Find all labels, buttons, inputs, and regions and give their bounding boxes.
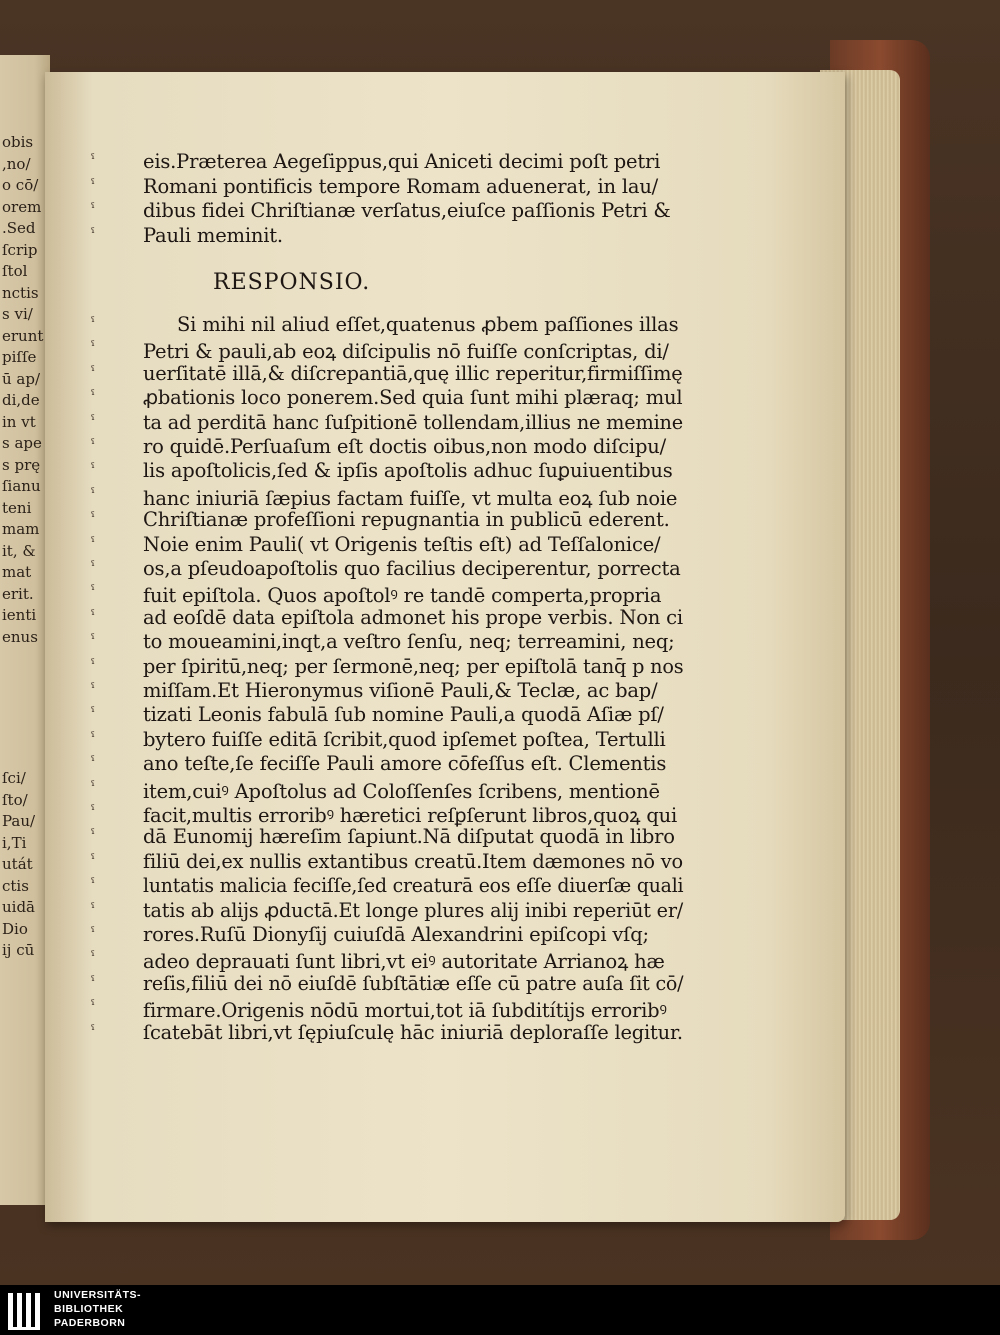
text-line: filiū dei,ex nullis extantibus creatū.Item dæmones nō vo [143,849,683,873]
signature-mark: ˁ [91,412,95,429]
signature-mark: ˁ [91,201,95,217]
left-page-fragment: ſci/ [2,769,26,787]
text-line: ta ad perditā hanc ſuſpitionē tollendam,illius ne memine [143,410,683,434]
signature-mark: ˁ [91,827,95,844]
left-page-fragment: ,no/ [2,154,31,173]
text-line: facit,multis erroribꝰ hæretici reſꝑſerunt libros,quoꝝ qui [143,804,678,827]
text-line: tizati Leonis fabulā ſub nomine Pauli,a quodā Aſiæ pſ/ [143,703,664,727]
left-page-fragment: s vi/ [2,305,33,323]
text-line: hanc iniuriā ſæpius factam fuiſſe, vt multa eoꝝ ſub noie [143,486,678,510]
signature-mark: ˁ [91,510,95,527]
text-line: bytero fuiſſe editā ſcribit,quod ipſemet poſtea, Tertulli [143,727,666,751]
text-line: ad eoſdē data epiſtola admonet his prope verbis. Non ci [143,605,683,629]
left-page-fragment: ſtol [2,262,28,280]
text-line: Pauli meminit. [143,223,283,247]
text-line: to moueamini,inqt,a veſtro ſenſu, neq; terreamini, neq; [143,630,675,654]
footer-line-3: PADERBORN [54,1317,126,1329]
left-page-fragment: s prę [2,455,41,474]
signature-mark: ˁ [91,754,95,771]
text-line: ſcatebāt libri,vt ſępiuſculę hāc iniuriā deploraſſe legitur. [143,1020,683,1044]
footer-line-2: BIBLIOTHEK [54,1303,124,1315]
left-page-fragment: mat [2,563,32,581]
right-page [45,72,845,1222]
signature-mark: ˁ [91,851,95,868]
signature-mark: ˁ [91,176,95,193]
left-page-fragment: mam [2,520,40,538]
text-line: miſſam.Et Hieronymus viſionē Pauli,& Teclæ, ac bap/ [143,679,658,702]
left-page-fragment: ij cū [2,941,35,959]
signature-mark: ˁ [91,876,95,893]
left-page-fragment: ienti [2,606,37,624]
left-page-fragment: Dio [2,919,28,938]
signature-mark: ˁ [91,607,95,624]
left-page-fragment: teni [2,498,32,517]
text-line: item,cuiꝰ Apoſtolus ad Coloſſenſes ſcribens, mentionē [143,779,660,803]
left-page-fragment: .Sed [2,219,36,237]
left-page-fragment: nctis [2,283,39,302]
signature-mark: ˁ [91,363,95,380]
text-line: ro quidē.Perſuaſum eſt doctis oibus,non modo diſcipu/ [143,435,666,458]
signature-mark: ˁ [91,998,95,1015]
text-line: Romani pontificis tempore Romam aduenerat, in lau/ [143,174,659,198]
left-page-fragment: ſto/ [2,790,28,809]
left-page-fragment: in vt [2,412,36,431]
left-page-fragment: erit. [2,584,34,603]
left-page-fragment: it, & [2,541,36,560]
left-page-fragment: ſcrip [2,240,38,259]
left-page-fragment: obis [2,133,34,151]
text-line: dibus fidei Chriſtianæ verſatus,eiuſce paſſionis Petri & [143,199,671,222]
left-page-fragment: s ape [2,434,42,452]
signature-mark: ˁ [91,559,95,575]
text-line: ꝓbationis loco ponerem.Sed quia ſunt mihi plæraq; mul [143,386,683,410]
left-page-fragment: di,de [2,391,40,409]
left-page-fragment: ctis [2,876,29,895]
library-footer [0,1285,1000,1335]
text-line: adeo deprauati ſunt libri,vt eiꝰ autoritate Arrianoꝝ hæ [143,950,665,974]
text-line: reſis,filiū dei nō eiuſdē ſubſtātiæ eſſe cū patre auſa ſit cō/ [143,971,684,995]
signature-mark: ˁ [91,485,95,502]
left-page-fragment: enus [2,627,38,646]
text-line: Chriſtianæ profeſſioni repugnantia in publicū ederent. [143,508,670,532]
library-logo-icon [6,1289,48,1331]
signature-mark: ˁ [91,705,95,722]
signature-mark: ˁ [91,729,95,746]
text-line: lis apoſtolicis,ſed & ipſis apoſtolis adhuc ſuꝑuiuentibus [143,459,673,483]
text-line: firmare.Origenis nōdū mortui,tot iā ſubditítijs erroribꝰ [143,999,667,1023]
signature-mark: ˁ [91,973,95,990]
signature-mark: ˁ [91,152,95,168]
signature-mark: ˁ [91,803,95,819]
left-page-fragment: o cō/ [2,176,39,194]
left-page-fragment: piſſe [2,348,37,366]
signature-mark: ˁ [91,225,95,242]
signature-mark: ˁ [91,681,95,697]
signature-mark: ˁ [91,534,95,551]
left-page-fragment: uidā [2,898,36,916]
signature-mark: ˁ [91,925,95,941]
signature-mark: ˁ [91,949,95,966]
signature-mark: ˁ [91,632,95,649]
text-line: per ſpiritū,neq; per ſermonē,neq; per epiſtolā tanq̄ p nos [143,654,684,678]
signature-mark: ˁ [91,461,95,478]
signature-mark: ˁ [91,1022,95,1039]
text-line: eis.Præterea Aegeſippus,qui Aniceti decimi poſt petri [143,150,661,173]
section-heading: RESPONSIO. [213,270,371,295]
footer-line-1: UNIVERSITÄTS- [54,1289,142,1301]
text-line: Si mihi nil aliud eſſet,quatenus ꝓbem paſſiones illas [177,313,679,336]
text-line: ano teſte,ſe feciſſe Pauli amore cōfeſſus eſt. Clementis [143,752,667,776]
text-line: Noie enim Pauli( vt Origenis teſtis eſt) ad Teſſalonice/ [143,532,661,556]
signature-mark: ˁ [91,437,95,453]
text-line: Petri & pauli,ab eoꝝ diſcipulis nō fuiſſe conſcriptas, di/ [143,340,669,364]
signature-mark: ˁ [91,388,95,405]
left-page [0,55,50,1205]
left-page-fragment: orem [2,197,42,216]
left-page-fragment: Pau/ [2,812,36,830]
text-line: dā Eunomij hæreſim ſapiunt.Nā diſputat quodā in libro [143,825,675,849]
signature-mark: ˁ [91,583,95,600]
text-line: rores.Ruſū Dionyſij cuiuſdā Alexandrini epiſcopi vſq; [143,923,649,946]
left-page-fragment: ū ap/ [2,369,41,388]
text-line: fuit epiſtola. Quos apoſtolꝰ re tandē comperta,propria [143,584,662,608]
signature-mark: ˁ [91,315,95,331]
left-page-fragment: utát [2,855,33,873]
text-line: os,a pſeudoapoſtolis quo facilius deciperentur, porrecta [143,557,681,580]
text-line: luntatis malicia feciſſe,ſed creaturā eos eſſe diuerſæ quali [143,874,684,898]
signature-mark: ˁ [91,900,95,917]
text-line: tatis ab alijs ꝓductā.Et longe plures alij inibi reperiūt er/ [143,898,684,922]
left-page-fragment: erunt [2,326,44,345]
left-page-fragment: i,Ti [2,833,27,852]
text-line: uerſitatē illā,& diſcrepantiā,quę illic reperitur,firmiſſimę [143,361,683,385]
signature-mark: ˁ [91,339,95,356]
signature-mark: ˁ [91,778,95,795]
signature-mark: ˁ [91,656,95,673]
left-page-fragment: ſianu [2,477,41,495]
